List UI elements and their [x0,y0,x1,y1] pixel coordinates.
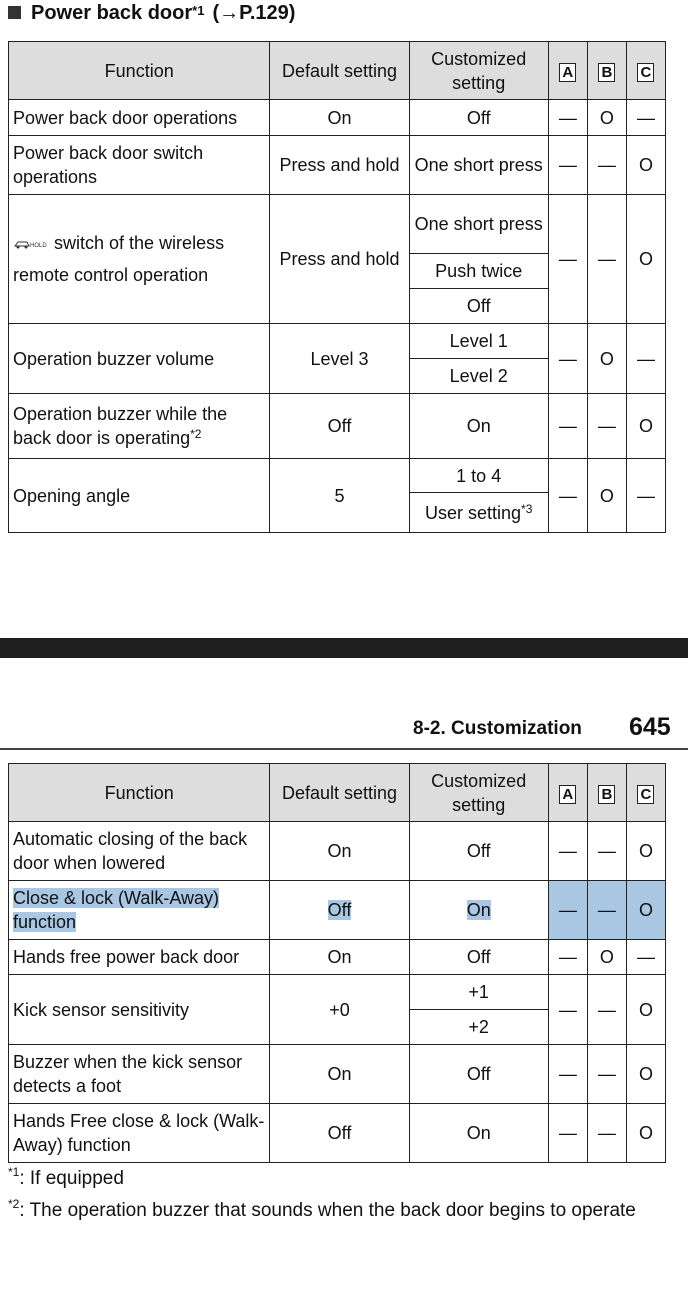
method-a-cell: — [548,1045,587,1104]
table-row [9,975,666,1010]
table-row [9,1045,666,1104]
method-a-cell: — [548,459,587,533]
method-c-cell: O [626,822,665,881]
box-c: C [637,785,654,804]
customized-cell: +1 [409,975,548,1010]
function-cell: Power back door operations [9,100,270,136]
function-text: switch of the wireless remote control operation [13,233,225,285]
default-cell: On [270,940,409,975]
header-default-setting: Default setting [270,42,409,100]
function-cell: Kick sensor sensitivity [9,975,270,1045]
method-c-cell: O [626,195,665,324]
method-a-cell: — [548,100,587,136]
method-b-cell: O [587,324,626,394]
method-a-cell[interactable]: — [548,881,587,940]
function-cell: Power back door switch operations [9,136,270,195]
page-header [0,712,688,750]
customized-cell: 1 to 4 [409,459,548,493]
customized-cell: Off [409,289,548,324]
method-c-cell: O [626,136,665,195]
customized-cell: Off [409,100,548,136]
default-cell: On [270,1045,409,1104]
method-c-cell: — [626,940,665,975]
box-c: C [637,63,654,82]
default-cell: Off [270,1104,409,1163]
method-c-cell: — [626,100,665,136]
footnote-text: : If equipped [19,1168,124,1189]
method-c-cell[interactable]: O [626,881,665,940]
table-row [9,324,666,359]
header-customized-setting: Customized setting [409,42,548,100]
customized-cell: One short press [409,136,548,195]
square-bullet-icon [8,6,21,19]
method-b-cell: — [587,394,626,459]
method-b-cell: — [587,1104,626,1163]
default-cell: Press and hold [270,195,409,324]
table-row [9,195,666,254]
method-b-cell: O [587,100,626,136]
table-row [9,394,666,459]
page-divider [0,638,688,658]
method-c-cell: O [626,394,665,459]
header-function: Function [9,42,270,100]
box-a: A [559,785,576,804]
header-c [626,42,665,100]
table-row [9,136,666,195]
default-cell: Off [270,394,409,459]
footnote-text: : The operation buzzer that sounds when the back door begins to operate [19,1200,636,1221]
customized-cell: +2 [409,1010,548,1045]
customized-cell [409,493,548,533]
method-a-cell: — [548,822,587,881]
method-a-cell: — [548,136,587,195]
table-row [9,1104,666,1163]
section-title [8,2,295,25]
customized-cell [409,881,548,940]
table-row [9,822,666,881]
default-cell [270,881,409,940]
box-a: A [559,63,576,82]
customized-cell: Off [409,1045,548,1104]
header-b [587,42,626,100]
default-cell: 5 [270,459,409,533]
header-customized-setting: Customized setting [409,764,548,822]
footnote-2 [8,1197,636,1222]
customized-cell: Off [409,940,548,975]
method-b-cell: O [587,459,626,533]
function-cell: Hands free power back door [9,940,270,975]
method-b-cell: O [587,940,626,975]
header-default-setting: Default setting [270,764,409,822]
method-a-cell: — [548,1104,587,1163]
method-b-cell: — [587,1045,626,1104]
header-b [587,764,626,822]
table-row [9,100,666,136]
customized-text: User setting [425,502,522,523]
selected-text[interactable]: function [13,912,77,932]
method-c-cell: — [626,324,665,394]
method-c-cell: O [626,1045,665,1104]
customized-cell: Level 2 [409,359,548,394]
section-title-text: Power back door [31,2,193,24]
footnote-mark: *2 [190,427,202,441]
method-b-cell: — [587,822,626,881]
power-back-door-table [8,41,666,533]
header-function: Function [9,764,270,822]
table-row-selected [9,881,666,940]
function-text: Operation buzzer while the back door is operating [13,404,228,448]
method-c-cell: — [626,459,665,533]
method-a-cell: — [548,940,587,975]
selected-text[interactable]: On [466,900,491,920]
method-a-cell: — [548,394,587,459]
box-b: B [598,63,615,82]
table-header-row [9,42,666,100]
footnote-mark: *3 [521,501,533,516]
function-cell: Buzzer when the kick sensor detects a foot [9,1045,270,1104]
method-a-cell: — [548,195,587,324]
footnote-mark: *2 [8,1197,20,1211]
function-cell: Operation buzzer volume [9,324,270,394]
method-a-cell: — [548,324,587,394]
function-cell: Opening angle [9,459,270,533]
footnote-mark: *1 [8,1165,20,1179]
function-cell: Automatic closing of the back door when lowered [9,822,270,881]
method-b-cell: — [587,975,626,1045]
method-a-cell: — [548,975,587,1045]
function-cell [9,881,270,940]
section-title-footnote-mark: *1 [192,3,205,18]
box-b: B [598,785,615,804]
method-b-cell: — [587,136,626,195]
page-number: 645 [629,713,671,741]
default-cell: Press and hold [270,136,409,195]
page-reference[interactable]: (→P.129) [212,2,296,24]
default-cell: Level 3 [270,324,409,394]
customized-cell: One short press [409,195,548,254]
table-header-row [9,764,666,822]
svg-text:HOLD: HOLD [30,243,47,250]
customized-cell: Off [409,822,548,881]
function-cell [9,394,270,459]
table-row [9,459,666,493]
default-cell: On [270,822,409,881]
footnote-1 [8,1165,124,1190]
header-c [626,764,665,822]
remote-hold-icon [13,238,49,250]
header-a [548,42,587,100]
customized-cell: On [409,394,548,459]
selected-text[interactable]: Close & lock (Walk-Away) [13,888,220,908]
function-cell: Hands Free close & lock (Walk-Away) function [9,1104,270,1163]
method-c-cell: O [626,975,665,1045]
table-row [9,940,666,975]
method-c-cell: O [626,1104,665,1163]
selected-text[interactable]: Off [327,900,352,920]
method-b-cell[interactable]: — [587,881,626,940]
chapter-label: 8-2. Customization [413,718,582,739]
header-a [548,764,587,822]
walk-away-table [8,763,666,1163]
method-b-cell: — [587,195,626,324]
function-cell [9,195,270,324]
customized-cell: Push twice [409,254,548,289]
customized-cell: Level 1 [409,324,548,359]
default-cell: +0 [270,975,409,1045]
customized-cell: On [409,1104,548,1163]
default-cell: On [270,100,409,136]
